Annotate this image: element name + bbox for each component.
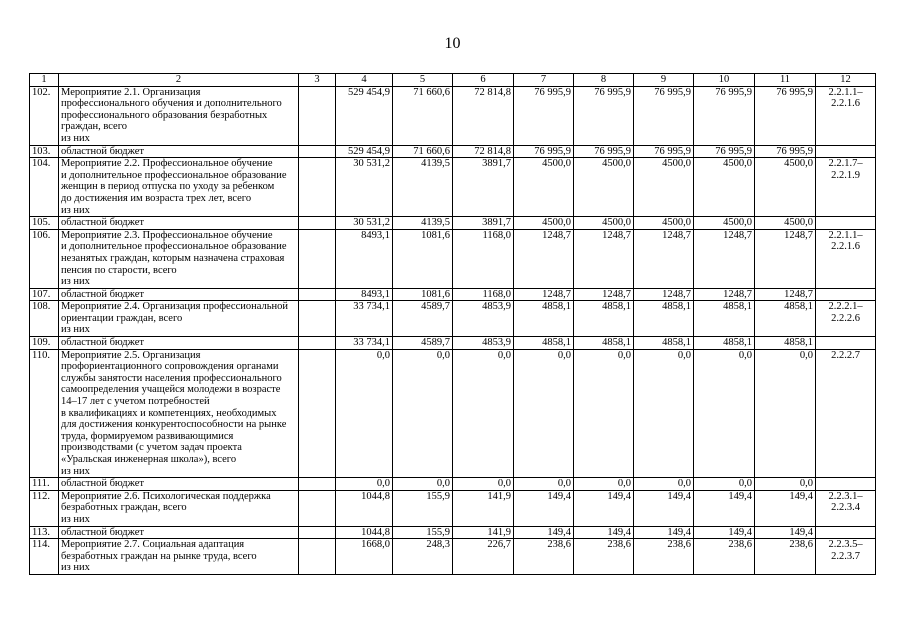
value-cell: 4858,1 (514, 337, 574, 350)
value-cell: 238,6 (694, 539, 755, 575)
value-cell: 4858,1 (634, 337, 694, 350)
column-header: 4 (336, 74, 393, 87)
cell-column-3 (299, 158, 336, 217)
row-name (59, 349, 299, 478)
value-cell: 1248,7 (755, 288, 816, 301)
value-cell: 155,9 (393, 490, 453, 526)
value-cell: 1248,7 (514, 288, 574, 301)
value-cell: 238,6 (514, 539, 574, 575)
value-cell: 0,0 (453, 478, 514, 491)
value-cell: 0,0 (634, 478, 694, 491)
row-name-line: из них (61, 513, 90, 525)
row-name-line: профессионального образования безработных (61, 109, 268, 121)
value-cell: 0,0 (694, 349, 755, 478)
column-header: 2 (59, 74, 299, 87)
row-name-line: и дополнительное профессиональное образование (61, 241, 287, 253)
row-name (59, 539, 299, 575)
column-header: 3 (299, 74, 336, 87)
row-name (59, 288, 299, 301)
cell-column-3 (299, 490, 336, 526)
row-name-line: из них (61, 204, 90, 216)
row-name-line: 14–17 лет с учетом потребностей (61, 396, 210, 408)
value-cell: 8493,1 (336, 288, 393, 301)
row-name (59, 337, 299, 350)
value-cell: 76 995,9 (514, 145, 574, 158)
value-cell: 1248,7 (574, 288, 634, 301)
target-indicator-cell (816, 490, 876, 526)
value-cell: 0,0 (755, 478, 816, 491)
value-cell: 76 995,9 (634, 145, 694, 158)
target-indicator-cell (816, 86, 876, 145)
target-indicator: 2.2.1.1– (828, 229, 863, 241)
value-cell: 4858,1 (574, 337, 634, 350)
value-cell: 226,7 (453, 539, 514, 575)
value-cell: 4858,1 (634, 301, 694, 337)
cell-column-3 (299, 349, 336, 478)
value-cell: 4858,1 (514, 301, 574, 337)
value-cell: 4500,0 (574, 158, 634, 217)
column-header: 12 (816, 74, 876, 87)
row-name-line: Мероприятие 2.3. Профессиональное обучение (61, 229, 273, 241)
value-cell: 0,0 (574, 478, 634, 491)
value-cell: 30 531,2 (336, 217, 393, 230)
table-row (30, 478, 876, 491)
value-cell: 149,4 (694, 526, 755, 539)
row-name-line: областной бюджет (61, 217, 144, 229)
column-number-row (30, 74, 876, 87)
target-indicator-cell (816, 301, 876, 337)
row-name (59, 490, 299, 526)
value-cell: 0,0 (514, 478, 574, 491)
target-indicator: 2.2.3.4 (831, 502, 860, 514)
target-indicator-cell (816, 526, 876, 539)
value-cell: 0,0 (574, 349, 634, 478)
value-cell: 149,4 (755, 526, 816, 539)
row-name-line: профориентационного сопровождения органами (61, 361, 279, 373)
cell-column-3 (299, 539, 336, 575)
value-cell: 8493,1 (336, 229, 393, 288)
row-name-line: пенсия по старости, всего (61, 264, 177, 276)
row-name-line: граждан, всего (61, 121, 127, 133)
row-name (59, 301, 299, 337)
cell-column-3 (299, 86, 336, 145)
target-indicator: 2.2.3.1– (828, 490, 863, 502)
value-cell: 4500,0 (514, 158, 574, 217)
target-indicator: 2.2.1.7– (828, 158, 863, 170)
value-cell: 0,0 (336, 349, 393, 478)
row-name-line: Мероприятие 2.2. Профессиональное обучение (61, 158, 273, 170)
table-row (30, 526, 876, 539)
value-cell: 1081,6 (393, 288, 453, 301)
value-cell: 0,0 (694, 478, 755, 491)
row-number: 109. (30, 337, 59, 350)
value-cell: 238,6 (634, 539, 694, 575)
cell-column-3 (299, 337, 336, 350)
row-number: 113. (30, 526, 59, 539)
value-cell: 4858,1 (574, 301, 634, 337)
cell-column-3 (299, 288, 336, 301)
target-indicator-cell (816, 229, 876, 288)
value-cell: 76 995,9 (514, 86, 574, 145)
cell-column-3 (299, 526, 336, 539)
value-cell: 149,4 (514, 526, 574, 539)
value-cell: 155,9 (393, 526, 453, 539)
value-cell: 4858,1 (694, 337, 755, 350)
row-name-line: областной бюджет (61, 145, 144, 157)
column-header: 6 (453, 74, 514, 87)
target-indicator-cell (816, 478, 876, 491)
column-header: 10 (694, 74, 755, 87)
row-name (59, 217, 299, 230)
value-cell: 76 995,9 (755, 145, 816, 158)
value-cell: 76 995,9 (574, 86, 634, 145)
row-number: 111. (30, 478, 59, 491)
table-row (30, 301, 876, 337)
value-cell: 1168,0 (453, 229, 514, 288)
value-cell: 149,4 (514, 490, 574, 526)
row-name-line: областной бюджет (61, 526, 144, 538)
row-name-line: производствами (с учетом задач проекта (61, 442, 242, 454)
cell-column-3 (299, 301, 336, 337)
value-cell: 141,9 (453, 526, 514, 539)
table-row (30, 288, 876, 301)
row-name-line: Мероприятие 2.5. Организация (61, 349, 201, 361)
value-cell: 248,3 (393, 539, 453, 575)
column-header: 9 (634, 74, 694, 87)
value-cell: 30 531,2 (336, 158, 393, 217)
table-row (30, 337, 876, 350)
target-indicator: 2.2.2.6 (831, 312, 860, 324)
value-cell: 1248,7 (514, 229, 574, 288)
cell-column-3 (299, 145, 336, 158)
table-body (30, 86, 876, 574)
value-cell: 149,4 (574, 526, 634, 539)
value-cell: 4500,0 (694, 158, 755, 217)
budget-table (29, 73, 876, 575)
row-name-line: Мероприятие 2.1. Организация (61, 86, 201, 98)
value-cell: 4500,0 (514, 217, 574, 230)
row-number: 114. (30, 539, 59, 575)
target-indicator-cell (816, 288, 876, 301)
row-name-line: профессионального обучения и дополнительного (61, 98, 282, 110)
page-number: 10 (444, 35, 461, 52)
value-cell: 0,0 (514, 349, 574, 478)
row-name-line: областной бюджет (61, 478, 144, 490)
value-cell: 76 995,9 (574, 145, 634, 158)
target-indicator-cell (816, 158, 876, 217)
row-number: 106. (30, 229, 59, 288)
row-name-line: незанятых граждан, которым назначена страховая (61, 252, 285, 264)
value-cell: 4589,7 (393, 337, 453, 350)
row-name-line: Мероприятие 2.7. Социальная адаптация (61, 539, 245, 551)
value-cell: 1248,7 (634, 229, 694, 288)
target-indicator: 2.2.3.7 (831, 550, 860, 562)
target-indicator-cell (816, 539, 876, 575)
value-cell: 3891,7 (453, 158, 514, 217)
table-row (30, 539, 876, 575)
table-row (30, 349, 876, 478)
row-name (59, 145, 299, 158)
value-cell: 0,0 (393, 349, 453, 478)
value-cell: 238,6 (574, 539, 634, 575)
row-number: 105. (30, 217, 59, 230)
value-cell: 149,4 (755, 490, 816, 526)
value-cell: 4139,5 (393, 158, 453, 217)
value-cell: 529 454,9 (336, 86, 393, 145)
row-number: 102. (30, 86, 59, 145)
row-name (59, 526, 299, 539)
target-indicator-cell (816, 349, 876, 478)
value-cell: 71 660,6 (393, 145, 453, 158)
table-row (30, 490, 876, 526)
table-row (30, 86, 876, 145)
target-indicator-cell (816, 217, 876, 230)
row-number: 107. (30, 288, 59, 301)
row-name-line: ориентации граждан, всего (61, 312, 183, 324)
target-indicator: 2.2.1.6 (831, 241, 860, 253)
row-number: 112. (30, 490, 59, 526)
value-cell: 4500,0 (755, 217, 816, 230)
row-name-line: из них (61, 132, 90, 144)
row-name-line: и дополнительное профессиональное образование (61, 169, 287, 181)
column-header: 7 (514, 74, 574, 87)
target-indicator-cell (816, 145, 876, 158)
value-cell: 4500,0 (574, 217, 634, 230)
value-cell: 1044,8 (336, 490, 393, 526)
value-cell: 76 995,9 (755, 86, 816, 145)
value-cell: 72 814,8 (453, 86, 514, 145)
value-cell: 72 814,8 (453, 145, 514, 158)
value-cell: 4589,7 (393, 301, 453, 337)
cell-column-3 (299, 217, 336, 230)
value-cell: 0,0 (453, 349, 514, 478)
row-name-line: до достижения им возраста трех лет, всего (61, 192, 252, 204)
row-name (59, 229, 299, 288)
value-cell: 149,4 (634, 526, 694, 539)
row-name-line: из них (61, 562, 90, 574)
target-indicator: 2.2.3.5– (828, 539, 863, 551)
value-cell: 4500,0 (634, 217, 694, 230)
value-cell: 76 995,9 (694, 145, 755, 158)
cell-column-3 (299, 478, 336, 491)
value-cell: 1248,7 (755, 229, 816, 288)
row-name-line: Мероприятие 2.4. Организация профессиональной (61, 301, 289, 313)
target-indicator: 2.2.2.1– (828, 301, 863, 313)
value-cell: 4858,1 (755, 301, 816, 337)
column-header: 8 (574, 74, 634, 87)
value-cell: 141,9 (453, 490, 514, 526)
value-cell: 0,0 (755, 349, 816, 478)
value-cell: 4139,5 (393, 217, 453, 230)
row-name-line: областной бюджет (61, 337, 144, 349)
value-cell: 1248,7 (634, 288, 694, 301)
value-cell: 1248,7 (694, 288, 755, 301)
value-cell: 1044,8 (336, 526, 393, 539)
value-cell: 238,6 (755, 539, 816, 575)
table-row (30, 145, 876, 158)
value-cell: 3891,7 (453, 217, 514, 230)
column-header: 11 (755, 74, 816, 87)
value-cell: 0,0 (634, 349, 694, 478)
row-name-line: для достижения конкурентоспособности на рынке (61, 419, 287, 431)
column-header: 5 (393, 74, 453, 87)
row-name (59, 158, 299, 217)
target-indicator-cell (816, 337, 876, 350)
row-name-line: самоопределения учащейся молодежи в возрасте (61, 384, 281, 396)
table-row (30, 229, 876, 288)
column-header: 1 (30, 74, 59, 87)
table-row (30, 158, 876, 217)
value-cell: 71 660,6 (393, 86, 453, 145)
value-cell: 4500,0 (694, 217, 755, 230)
target-indicator: 2.2.2.7 (831, 349, 860, 361)
target-indicator: 2.2.1.6 (831, 98, 860, 110)
value-cell: 149,4 (574, 490, 634, 526)
table-row (30, 217, 876, 230)
row-name-line: «Уральская инженерная школа»), всего (61, 454, 237, 465)
row-name-line: из них (61, 465, 90, 477)
value-cell: 1248,7 (574, 229, 634, 288)
row-name-line: в квалификациях и компетенциях, необходимых (61, 407, 277, 419)
target-indicator: 2.2.1.1– (828, 86, 863, 98)
value-cell: 0,0 (336, 478, 393, 491)
value-cell: 4500,0 (755, 158, 816, 217)
row-number: 104. (30, 158, 59, 217)
row-number: 110. (30, 349, 59, 478)
value-cell: 1668,0 (336, 539, 393, 575)
value-cell: 33 734,1 (336, 337, 393, 350)
row-name-line: женщин в период отпуска по уходу за ребенком (61, 181, 275, 193)
row-name-line: труда, формируемом развивающимися (61, 430, 234, 442)
row-name-line: из них (61, 276, 90, 288)
value-cell: 4853,9 (453, 301, 514, 337)
value-cell: 1081,6 (393, 229, 453, 288)
cell-column-3 (299, 229, 336, 288)
row-name-line: службы занятости населения профессионального (61, 372, 282, 384)
value-cell: 149,4 (634, 490, 694, 526)
value-cell: 4500,0 (634, 158, 694, 217)
row-name (59, 478, 299, 491)
row-number: 103. (30, 145, 59, 158)
target-indicator: 2.2.1.9 (831, 169, 860, 181)
value-cell: 4858,1 (755, 337, 816, 350)
value-cell: 33 734,1 (336, 301, 393, 337)
row-number: 108. (30, 301, 59, 337)
value-cell: 149,4 (694, 490, 755, 526)
row-name (59, 86, 299, 145)
value-cell: 76 995,9 (634, 86, 694, 145)
value-cell: 0,0 (393, 478, 453, 491)
value-cell: 76 995,9 (694, 86, 755, 145)
row-name-line: из них (61, 324, 90, 336)
value-cell: 1248,7 (694, 229, 755, 288)
row-name-line: Мероприятие 2.6. Психологическая поддержка (61, 490, 271, 502)
value-cell: 529 454,9 (336, 145, 393, 158)
row-name-line: областной бюджет (61, 288, 144, 300)
row-name-line: безработных граждан, всего (61, 502, 187, 514)
row-name-line: безработных граждан на рынке труда, всего (61, 550, 257, 562)
value-cell: 1168,0 (453, 288, 514, 301)
value-cell: 4858,1 (694, 301, 755, 337)
value-cell: 4853,9 (453, 337, 514, 350)
